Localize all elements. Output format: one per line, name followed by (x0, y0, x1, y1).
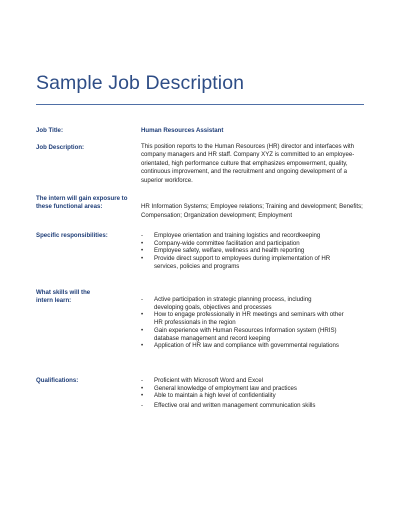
list-item (141, 255, 371, 270)
list-item (141, 327, 371, 342)
functional-areas-value: HR Information Systems; Employee relations; Training and development; Benefits; Compensation; Organization development; Employment (141, 203, 363, 219)
page-title: Sample Job Description (36, 72, 245, 94)
list-item (141, 402, 371, 410)
bullet-marker: - (141, 232, 144, 239)
list-item (141, 342, 371, 350)
bullet-marker: - (141, 402, 144, 410)
list-item-text: Employee safety, welfare, wellness and health reporting (154, 247, 305, 255)
qualifications-list (141, 377, 371, 410)
list-item-text: Provide direct support to employees during implementation of HR services, policies and programs (154, 255, 331, 270)
list-item-text: Company-wide committee facilitation and participation (154, 239, 300, 247)
bullet-marker: • (141, 239, 144, 247)
list-item (141, 311, 371, 326)
bullet-marker: • (141, 326, 144, 334)
skills-list (141, 296, 371, 350)
qualifications-label: Qualifications: (36, 377, 79, 384)
bullet-marker: • (141, 255, 144, 263)
list-item-text: Active participation in strategic planning process, including developing goals, objectives and processes (154, 296, 312, 311)
bullet-marker: • (141, 384, 144, 392)
list-item-text: General knowledge of employment law and practices (154, 384, 297, 392)
bullet-marker: - (141, 296, 144, 303)
responsibilities-list (141, 232, 371, 271)
list-item (141, 377, 371, 385)
bullet-marker: - (141, 377, 144, 384)
list-item-text: Effective oral and written management communication skills (154, 402, 316, 410)
list-item (141, 232, 371, 240)
responsibilities-label: Specific responsibilities: (36, 232, 108, 239)
list-item-text: Proficient with Microsoft Word and Excel (154, 377, 263, 384)
bullet-marker: • (141, 342, 144, 350)
job-title-label: Job Title: (36, 127, 63, 134)
list-item-text: How to engage professionally in HR meetings and seminars with other HR professionals in the region (154, 311, 344, 327)
list-item (141, 240, 371, 248)
list-item-text: Able to maintain a high level of confidentiality (154, 392, 276, 400)
list-item (141, 385, 371, 393)
bullet-marker: • (141, 311, 144, 319)
list-item-text: Application of HR law and compliance with governmental regulations (154, 342, 339, 350)
list-item-text: Employee orientation and training logistics and recordkeeping (154, 232, 321, 239)
functional-areas-label: The intern will gain exposure to these functional areas: (36, 195, 128, 210)
bullet-marker: • (141, 392, 144, 400)
list-item (141, 392, 371, 400)
job-description-label: Job Description: (36, 144, 85, 151)
list-item (141, 296, 371, 311)
list-item (141, 247, 371, 255)
skills-label: What skills will the intern learn: (36, 289, 91, 304)
bullet-marker: • (141, 247, 144, 255)
title-divider (36, 104, 364, 105)
job-description-value: This position reports to the Human Resources (HR) director and interfaces with company managers and HR staff. Company XYZ is committed to an employee-orientated, high performance culture that emphasizes empowerment, quality, continuous improvement, and the recruitment and ongoing development of a superior workforce. (141, 143, 355, 184)
list-item-text: Gain experience with Human Resources Information system (HRIS) database management and record keeping (154, 326, 337, 342)
job-title-value: Human Resources Assistant (141, 127, 224, 134)
